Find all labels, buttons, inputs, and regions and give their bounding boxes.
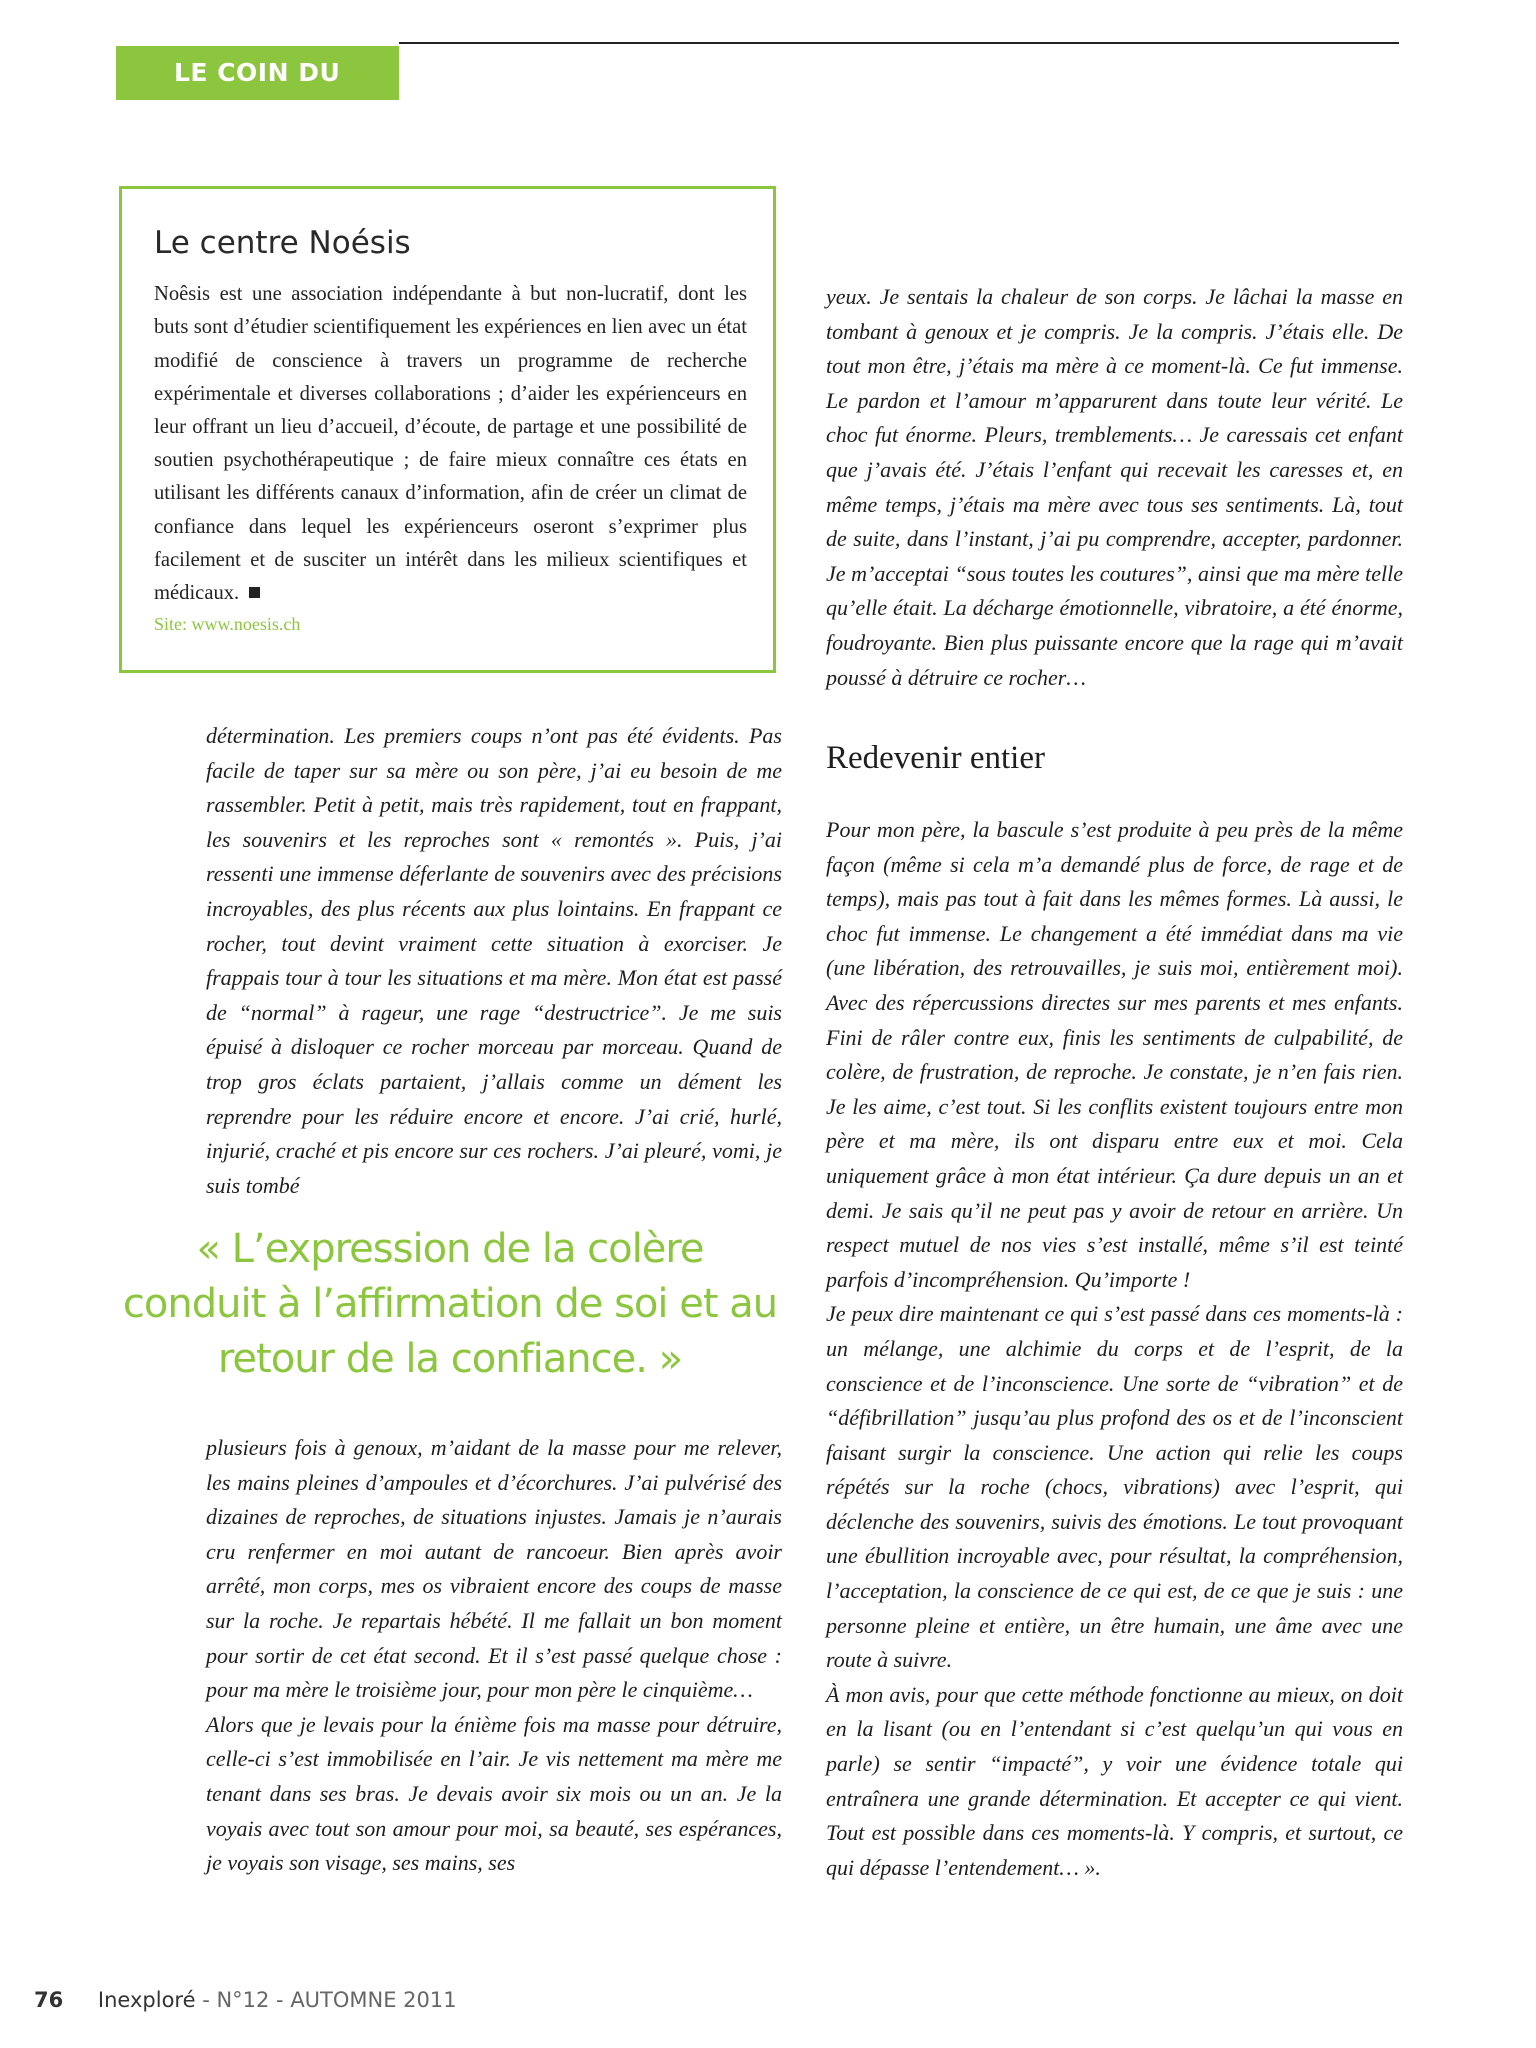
box-text (154, 278, 747, 610)
paragraph: plusieurs fois à genoux, m’aidant de la masse pour me relever, les mains pleines d’ampoules et d’écorchures. J’ai pulvérisé des dizaines de reproches, de situations injustes. Jamais je n’aurais cru renfermer en moi autant de rancoeur. Bien après avoir arrêté, mon corps, mes os vibraient encore des coups de masse sur la roche. Je repartais hébété. Il me fallait un bon moment pour sortir de cet état second. Et il s’est passé quelque chose : pour ma mère le troisième jour, pour mon père le cinquième… (206, 1435, 782, 1703)
rubric-label: LE COIN DU PSY (116, 46, 399, 100)
right-column-part2 (826, 813, 1403, 1885)
box-title: Le centre Noésis (154, 225, 411, 261)
left-column-part2 (206, 1431, 782, 1881)
paragraph: Alors que je levais pour la énième fois ma masse pour détruire, celle-ci s’est immobilisée en l’air. Je vis nettement ma mère me tenant dans ses bras. Je devais avoir six mois ou un an. Je la voyais avec tout son amour pour moi, sa beauté, ses espérances, je voyais son visage, ses mains, ses (206, 1711, 782, 1876)
paragraph: Je peux dire maintenant ce qui s’est passé dans ces moments-là : un mélange, une alchimie du corps et de l’esprit, de la conscience et de l’inconscience. Une sorte de “vibration” et de “défibrillation” jusqu’au plus profond des os et de l’inconscient faisant surgir la conscience. Une action qui relie les coups répétés sur la roche (chocs, vibrations) avec l’esprit, qui déclenche des souvenirs, suivis des émotions. Le tout provoquant une ébullition incroyable avec, pour résultat, la compréhension, l’acceptation, la conscience de ce qui est, de ce que je suis : une personne pleine et entière, un être humain, une âme avec une route à suivre. (826, 1301, 1403, 1673)
page-number: 76 (34, 1988, 64, 2012)
paragraph: À mon avis, pour que cette méthode fonctionne au mieux, on doit en la lisant (ou en l’entendant si c’est quelqu’un qui vous en parle) se sentir “impacté”, y voir une évidence totale qui entraînera une grande détermination. Et accepter ce qui vient. Tout est possible dans ces moments-là. Y compris, et surtout, ce qui dépasse l’entendement… ». (826, 1681, 1403, 1880)
pullquote: « L’expression de la colère conduit à l’affirmation de soi et au retour de la confiance. » (122, 1226, 778, 1382)
paragraph: yeux. Je sentais la chaleur de son corps. Je lâchai la masse en tombant à genoux et je compris. Je la compris. J’étais elle. De tout mon être, j’étais ma mère à ce moment-là. Ce fut immense. Le pardon et l’amour m’apparurent dans toute leur vérité. Le choc fut énorme. Pleurs, tremblements… Je caressais cet enfant que j’avais été. J’étais l’enfant qui recevait les caresses et, en même temps, j’étais ma mère avec tous ses sentiments. Là, tout de suite, dans l’instant, j’ai pu comprendre, accepter, pardonner. Je m’acceptai “sous toutes les coutures”, ainsi que ma mère telle qu’elle était. La décharge émotionnelle, vibratoire, a été énorme, foudroyante. Bien plus puissante encore que la rage qui m’avait poussé à détruire ce rocher… (826, 284, 1403, 690)
paragraph: Pour mon père, la bascule s’est produite à peu près de la même façon (même si cela m’a demandé plus de force, de rage et de temps), mais pas tout à fait dans les mêmes formes. Là aussi, le choc fut immense. Le changement a été immédiat dans ma vie (une libération, des retrouvailles, je suis moi, entièrement moi). Avec des répercussions directes sur mes parents et mes enfants. Fini de râler contre eux, finis les sentiments de culpabilité, de colère, de frustration, de reproche. Je constate, je n’en fais rien. Je les aime, c’est tout. Si les conflits existent toujours entre mon père et ma mère, ils ont disparu entre eux et moi. Cela uniquement grâce à mon état intérieur. Ça dure depuis un an et demi. Je sais qu’il ne peut pas y avoir de retour en arrière. Un respect mutuel de nos vies s’est installé, même s’il est teinté parfois d’incompréhension. Qu’importe ! (826, 817, 1403, 1292)
magazine-name: Inexploré (97, 1988, 196, 2012)
sidebar-box (119, 186, 776, 673)
paragraph: détermination. Les premiers coups n’ont pas été évidents. Pas facile de taper sur sa mère ou son père, j’ai eu besoin de me rassembler. Petit à petit, mais très rapidement, tout en frappant, les souvenirs et les reproches sont « remontés ». Puis, j’ai ressenti une immense déferlante de souvenirs avec des précisions incroyables, des plus récents aux plus lointains. En frappant ce rocher, tout devint vraiment cette situation à exorciser. Je frappais tour à tour les situations et ma mère. Mon état est passé de “normal” à rageur, une rage “destructrice”. Je me suis épuisé à disloquer ce rocher morceau par morceau. Quand de trop gros éclats partaient, j’allais comme un dément les reprendre pour les réduire encore et encore. J’ai crié, hurlé, injurié, craché et pis encore sur ces rochers. J’ai pleuré, vomi, je suis tombé (206, 723, 782, 1198)
right-column-part1 (826, 280, 1403, 695)
section-heading: Redevenir entier (826, 740, 1045, 776)
issue-info: - N°12 - AUTOMNE 2011 (202, 1988, 457, 2012)
end-square-icon (249, 587, 260, 598)
page-footer (34, 1988, 457, 2012)
box-site-link: Site: www.noesis.ch (154, 614, 301, 635)
header-rule (399, 42, 1399, 44)
left-column-part1 (206, 719, 782, 1203)
box-text-body: Noêsis est une association indépendante à but non-lucratif, dont les buts sont d’étudier scientifiquement les expériences en lien avec un état modifié de conscience à travers un programme de recherche expérimentale et diverses collaborations ; d’aider les expérienceurs en leur offrant un lieu d’accueil, d’écoute, de partage et une possibilité de soutien psychothérapeutique ; de faire mieux connaître ces états en utilisant les différents canaux d’information, afin de créer un climat de confiance dans lequel les expérienceurs oseront s’exprimer plus facilement et de susciter un intérêt dans les milieux scientifiques et médicaux. (154, 283, 747, 605)
